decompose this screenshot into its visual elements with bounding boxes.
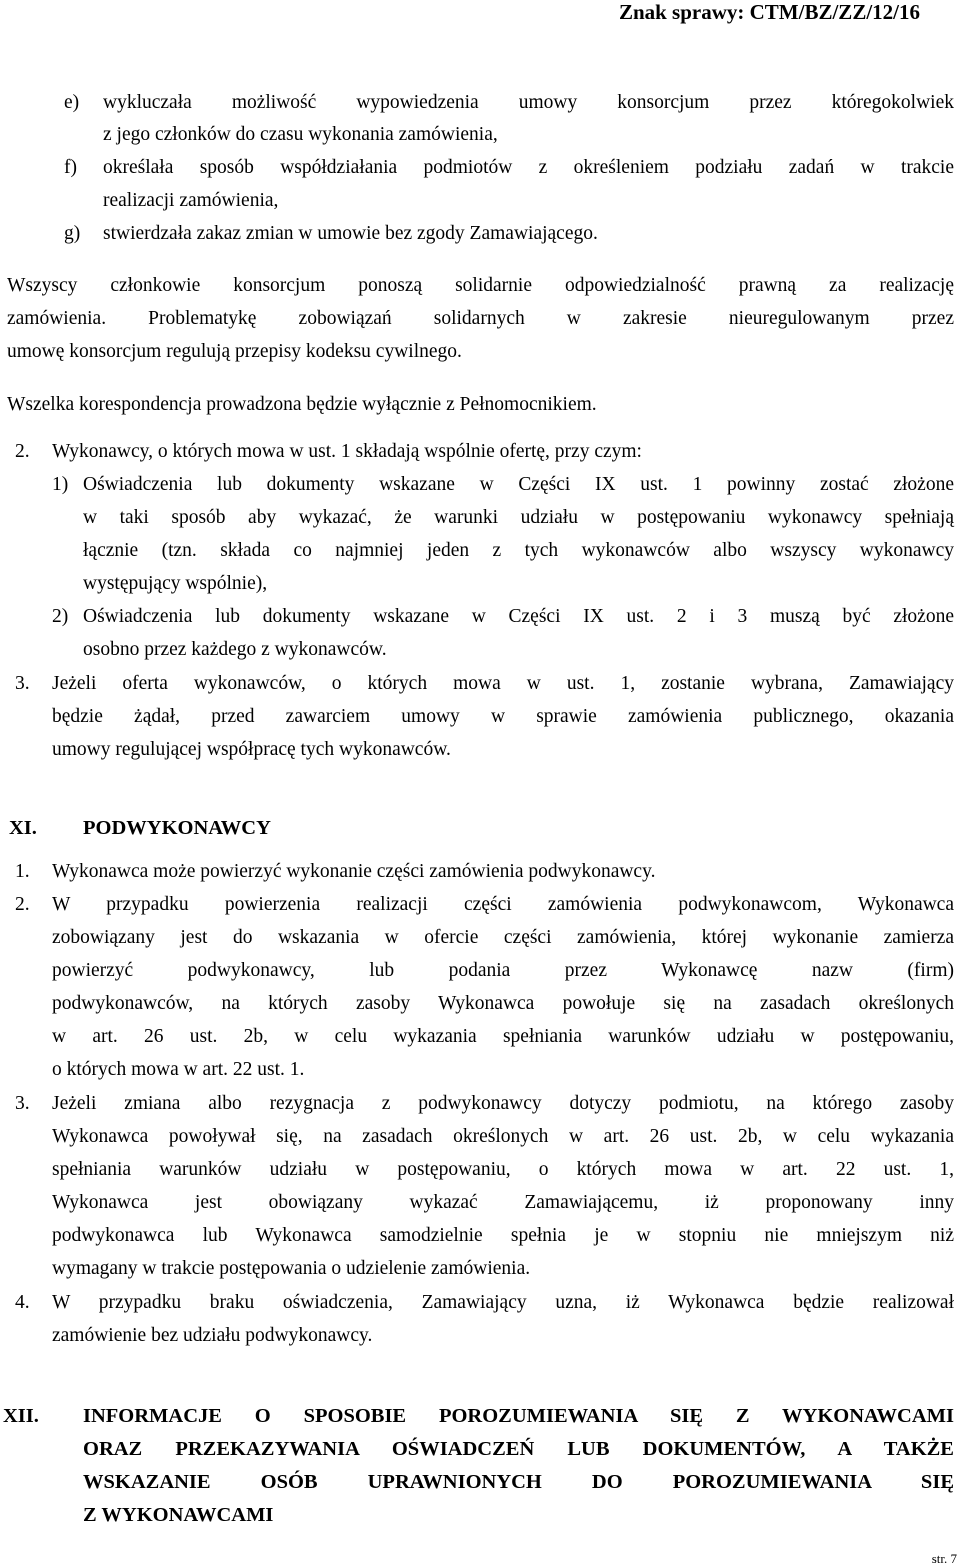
section-xi-point-2-line6: o których mowa w art. 22 ust. 1. [52,1059,305,1080]
section-xi-point-2-line3: powierzyć podwykonawcy, lub podania przez Wykonawcę nazw (firm) [52,960,954,981]
section-xii-title-line4: Z WYKONAWCAMI [83,1504,274,1526]
section-xi-point-4-number: 4. [15,1292,30,1313]
section-xii-title-line3: WSKAZANIE OSÓB UPRAWNIONYCH DO POROZUMIEWANIA SIĘ [83,1471,954,1493]
section-xii-title-line2: ORAZ PRZEKAZYWANIA OŚWIADCZEŃ LUB DOKUMENTÓW, A TAKŻE [83,1438,954,1460]
section-xi-point-4-line2: zamówienie bez udziału podwykonawcy. [52,1325,373,1346]
list-label-f: f) [64,157,77,178]
list-item-e-line1: wykluczała możliwość wypowiedzenia umowy konsorcjum przez któregokolwiek [103,92,954,113]
point-3-line3: umowy regulującej współpracę tych wykonawców. [52,739,451,760]
section-xi-point-3-line4: Wykonawca jest obowiązany wykazać Zamawiającemu, iż proponowany inny [52,1192,954,1213]
list-item-g-line1: stwierdzała zakaz zmian w umowie bez zgody Zamawiającego. [103,223,598,244]
section-xii-number: XII. [3,1405,39,1427]
section-xi-point-2-number: 2. [15,894,30,915]
list-item-f-line1: określała sposób współdziałania podmiotów z określeniem podziału zadań w trakcie [103,157,954,178]
section-xi-point-1-number: 1. [15,861,30,882]
solidarity-paragraph-line3: umowę konsorcjum regulują przepisy kodeksu cywilnego. [7,341,462,362]
solidarity-paragraph-line1: Wszyscy członkowie konsorcjum ponoszą solidarnie odpowiedzialność prawną za realizację [7,275,954,296]
section-xi-point-2-line2: zobowiązany jest do wskazania w ofercie części zamówienia, której wykonanie zamierza [52,927,954,948]
section-xi-point-1-line1: Wykonawca może powierzyć wykonanie części zamówienia podwykonawcy. [52,861,656,882]
list-label-e: e) [64,92,80,113]
section-xi-point-3-line5: podwykonawca lub Wykonawca samodzielnie spełnia je w stopniu nie mniejszym niż [52,1225,954,1246]
section-xi-point-3-line6: wymagany w trakcie postępowania o udzielenie zamówienia. [52,1258,531,1279]
section-xi-number: XI. [9,817,37,839]
list-item-f-line2: realizacji zamówienia, [103,190,279,211]
section-xi-point-2-line5: w art. 26 ust. 2b, w celu wykazania spełniania warunków udziału w postępowaniu, [52,1026,954,1047]
point-2-item-2-line1: Oświadczenia lub dokumenty wskazane w Części IX ust. 2 i 3 muszą być złożone [83,606,954,627]
section-xi-point-3-line3: spełniania warunków udziału w postępowaniu, o których mowa w art. 22 ust. 1, [52,1159,954,1180]
point-2-item-2-label: 2) [52,606,69,627]
solidarity-paragraph-line2: zamówienia. Problematykę zobowiązań solidarnych w zakresie nieuregulowanym przez [7,308,954,329]
section-xi-point-3-number: 3. [15,1093,30,1114]
list-label-g: g) [64,223,81,244]
section-xi-point-3-line2: Wykonawca powoływał się, na zasadach określonych w art. 26 ust. 2b, w celu wykazania [52,1126,954,1147]
point-2-item-2-line2: osobno przez każdego z wykonawców. [83,639,387,660]
point-2-text: Wykonawcy, o których mowa w ust. 1 składają wspólnie ofertę, przy czym: [52,441,642,462]
case-number-header: Znak sprawy: CTM/BZ/ZZ/12/16 [618,0,920,24]
section-xi-point-2-line1: W przypadku powierzenia realizacji części zamówienia podwykonawcom, Wykonawca [52,894,954,915]
page-number: str. 7 [931,1551,957,1566]
section-xi-title: PODWYKONAWCY [83,817,271,839]
point-2-number: 2. [15,441,30,462]
section-xii-title-line1: INFORMACJE O SPOSOBIE POROZUMIEWANIA SIĘ Z WYKONAWCAMI [83,1405,954,1427]
point-2-item-1-label: 1) [52,474,69,495]
section-xi-point-4-line1: W przypadku braku oświadczenia, Zamawiający uzna, iż Wykonawca będzie realizował [52,1292,954,1313]
point-3-line1: Jeżeli oferta wykonawców, o których mowa w ust. 1, zostanie wybrana, Zamawiający [52,673,954,694]
list-item-e-line2: z jego członków do czasu wykonania zamówienia, [103,124,498,145]
correspondence-paragraph: Wszelka korespondencja prowadzona będzie wyłącznie z Pełnomocnikiem. [7,394,597,415]
point-2-item-1-line1: Oświadczenia lub dokumenty wskazane w Części IX ust. 1 powinny zostać złożone [83,474,954,495]
point-3-line2: będzie żądał, przed zawarciem umowy w sprawie zamówienia publicznego, okazania [52,706,954,727]
point-2-item-1-line4: występujący wspólnie), [83,573,268,594]
point-2-item-1-line3: łącznie (tzn. składa co najmniej jeden z tych wykonawców albo wszyscy wykonawcy [83,540,954,561]
section-xi-point-3-line1: Jeżeli zmiana albo rezygnacja z podwykonawcy dotyczy podmiotu, na którego zasoby [52,1093,954,1114]
point-3-number: 3. [15,673,30,694]
point-2-item-1-line2: w taki sposób aby wykazać, że warunki udziału w postępowaniu wykonawcy spełniają [83,507,954,528]
section-xi-point-2-line4: podwykonawców, na których zasoby Wykonawca powołuje się na zasadach określonych [52,993,954,1014]
